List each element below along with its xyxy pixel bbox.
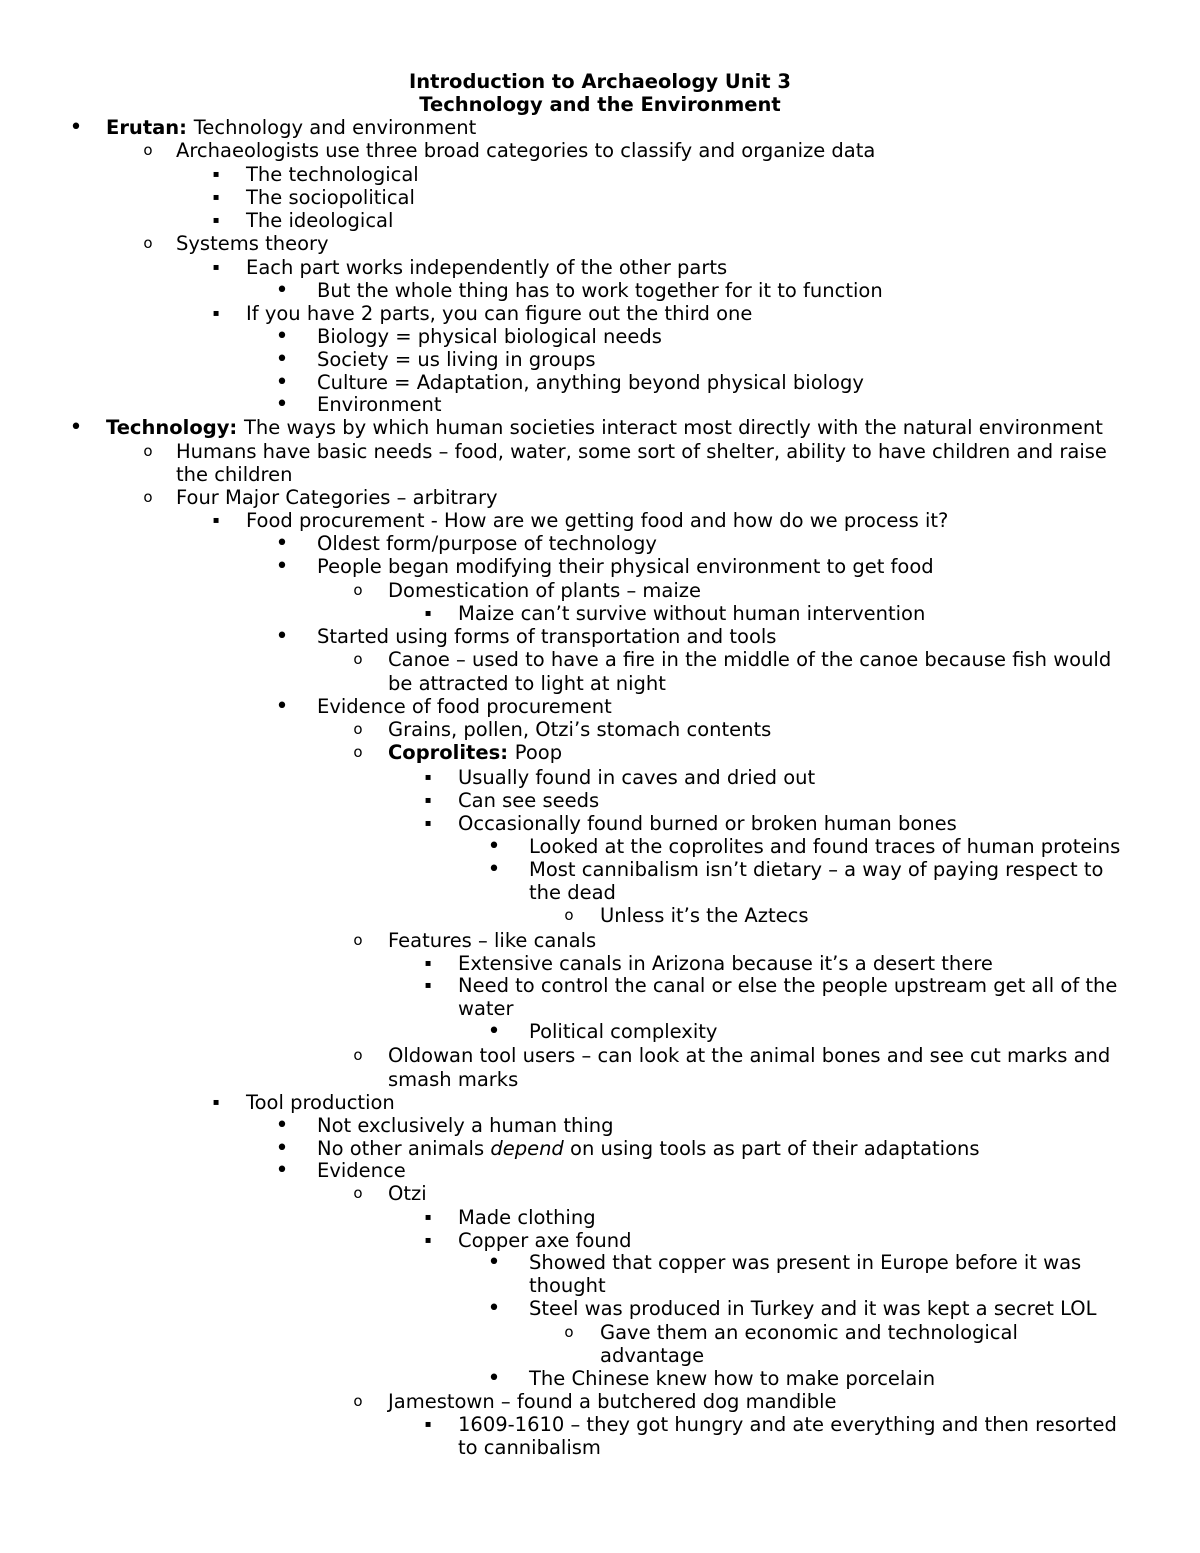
outline-item-text bbox=[317, 325, 662, 348]
item-text: No other animals bbox=[317, 1137, 491, 1160]
square-bullet-icon: ▪ bbox=[424, 818, 432, 829]
item-text: to cannibalism bbox=[458, 1436, 601, 1459]
outline-item-text bbox=[388, 1390, 837, 1413]
item-text: But the whole thing has to work together for it to function bbox=[317, 279, 883, 302]
item-text: If you have 2 parts, you can figure out the third one bbox=[246, 302, 753, 325]
square-bullet-icon: ▪ bbox=[212, 515, 220, 526]
item-text: on using tools as part of their adaptations bbox=[563, 1137, 980, 1160]
circle-bullet-icon: o bbox=[353, 581, 363, 599]
bullet-icon: • bbox=[487, 1296, 501, 1321]
item-text: Evidence of food procurement bbox=[317, 695, 612, 718]
square-bullet-icon: ▪ bbox=[424, 980, 432, 991]
outline-item-text bbox=[176, 440, 1107, 463]
square-bullet-icon: ▪ bbox=[212, 308, 220, 319]
bullet-icon: • bbox=[69, 415, 83, 440]
circle-bullet-icon: o bbox=[353, 1392, 363, 1410]
outline-item-text bbox=[246, 256, 727, 279]
item-text: Can see seeds bbox=[458, 789, 600, 812]
item-text: Culture = Adaptation, anything beyond physical biology bbox=[317, 371, 864, 394]
outline-item-text bbox=[388, 648, 1111, 671]
outline-item-text bbox=[458, 974, 1117, 997]
bullet-icon: • bbox=[487, 834, 501, 859]
item-text: Gave them an economic and technological bbox=[600, 1321, 1018, 1344]
outline-item-text bbox=[458, 812, 957, 835]
outline-item-text bbox=[317, 279, 883, 302]
item-text: Extensive canals in Arizona because it’s a desert there bbox=[458, 952, 993, 975]
item-text: Not exclusively a human thing bbox=[317, 1114, 614, 1137]
item-text: Four Major Categories – arbitrary bbox=[176, 486, 498, 509]
outline-item-text bbox=[176, 139, 875, 162]
circle-bullet-icon: o bbox=[143, 234, 153, 252]
outline-item-text bbox=[388, 1044, 1110, 1067]
document-subtitle: Technology and the Environment bbox=[419, 93, 781, 116]
square-bullet-icon: ▪ bbox=[212, 1097, 220, 1108]
bullet-icon: • bbox=[487, 1250, 501, 1275]
bullet-icon: • bbox=[275, 392, 289, 417]
item-text: Started using forms of transportation and tools bbox=[317, 625, 777, 648]
outline-item-text bbox=[458, 1436, 601, 1459]
bullet-icon: • bbox=[275, 554, 289, 579]
bullet-icon: • bbox=[487, 857, 501, 882]
bullet-icon: • bbox=[275, 531, 289, 556]
outline-item-text bbox=[529, 858, 1103, 881]
bullet-icon: • bbox=[487, 1366, 501, 1391]
item-text: Steel was produced in Turkey and it was kept a secret LOL bbox=[529, 1297, 1097, 1320]
bullet-icon: • bbox=[275, 1158, 289, 1183]
item-text: Humans have basic needs – food, water, some sort of shelter, ability to have children and raise bbox=[176, 440, 1107, 463]
square-bullet-icon: ▪ bbox=[424, 608, 432, 619]
bullet-icon: • bbox=[275, 1113, 289, 1138]
circle-bullet-icon: o bbox=[143, 488, 153, 506]
square-bullet-icon: ▪ bbox=[424, 1235, 432, 1246]
outline-item-text bbox=[458, 766, 815, 789]
item-text: Showed that copper was present in Europe before it was bbox=[529, 1251, 1082, 1274]
outline-item-text bbox=[246, 509, 948, 532]
bullet-icon: • bbox=[275, 278, 289, 303]
item-text: thought bbox=[529, 1274, 606, 1297]
item-text: Environment bbox=[317, 393, 442, 416]
item-text: 1609-1610 – they got hungry and ate everything and then resorted bbox=[458, 1413, 1117, 1436]
outline-item-text bbox=[529, 881, 616, 904]
item-text: the dead bbox=[529, 881, 616, 904]
square-bullet-icon: ▪ bbox=[212, 262, 220, 273]
item-text: Need to control the canal or else the people upstream get all of the bbox=[458, 974, 1118, 997]
outline-item-text bbox=[600, 1344, 704, 1367]
bullet-icon: • bbox=[275, 1136, 289, 1161]
item-text: The technological bbox=[246, 163, 419, 186]
item-text: smash marks bbox=[388, 1068, 519, 1091]
outline-item-text bbox=[529, 1367, 935, 1390]
circle-bullet-icon: o bbox=[143, 442, 153, 460]
outline-item-text bbox=[529, 1274, 606, 1297]
outline-item-text bbox=[317, 1114, 614, 1137]
item-text: The ideological bbox=[246, 209, 394, 232]
item-text: Canoe – used to have a fire in the middle of the canoe because fish would bbox=[388, 648, 1112, 671]
outline-item-text bbox=[176, 486, 498, 509]
outline-item-text bbox=[388, 1068, 518, 1091]
emphasis-text: depend bbox=[490, 1137, 564, 1160]
item-text: Systems theory bbox=[176, 232, 329, 255]
outline-item-text bbox=[106, 116, 476, 139]
outline-item-text bbox=[529, 835, 1120, 858]
outline-item-text bbox=[317, 532, 657, 555]
bullet-icon: • bbox=[275, 694, 289, 719]
item-text: advantage bbox=[600, 1344, 705, 1367]
item-text: Archaeologists use three broad categories to classify and organize data bbox=[176, 139, 876, 162]
outline-item-text bbox=[176, 463, 292, 486]
square-bullet-icon: ▪ bbox=[424, 1212, 432, 1223]
outline-item-text bbox=[317, 348, 596, 371]
item-text: Each part works independently of the other parts bbox=[246, 256, 728, 279]
term-label: Technology: bbox=[106, 416, 244, 439]
item-text: Otzi bbox=[388, 1182, 427, 1205]
outline-item-text bbox=[317, 695, 612, 718]
outline-item-text bbox=[317, 1137, 980, 1160]
outline-item-text bbox=[246, 186, 415, 209]
item-text: People began modifying their physical environment to get food bbox=[317, 555, 934, 578]
item-text: Usually found in caves and dried out bbox=[458, 766, 816, 789]
outline-item-text bbox=[388, 741, 562, 764]
item-text: Maize can’t survive without human intervention bbox=[458, 602, 926, 625]
item-text: Grains, pollen, Otzi’s stomach contents bbox=[388, 718, 772, 741]
bullet-icon: • bbox=[69, 115, 83, 140]
outline-item-text bbox=[458, 997, 514, 1020]
outline-item-text bbox=[458, 1206, 596, 1229]
item-text: Oldowan tool users – can look at the animal bones and see cut marks and bbox=[388, 1044, 1111, 1067]
outline-item-text bbox=[600, 904, 808, 927]
item-text: Oldest form/purpose of technology bbox=[317, 532, 657, 555]
item-text: Evidence bbox=[317, 1159, 406, 1182]
item-text: Jamestown – found a butchered dog mandible bbox=[388, 1390, 837, 1413]
bullet-icon: • bbox=[275, 624, 289, 649]
item-text: the children bbox=[176, 463, 293, 486]
item-text: Political complexity bbox=[529, 1020, 718, 1043]
square-bullet-icon: ▪ bbox=[424, 1419, 432, 1430]
item-text: Copper axe found bbox=[458, 1229, 632, 1252]
item-text: Most cannibalism isn’t dietary – a way of paying respect to bbox=[529, 858, 1104, 881]
circle-bullet-icon: o bbox=[353, 1046, 363, 1064]
term-label: Coprolites: bbox=[388, 741, 515, 764]
item-text: Poop bbox=[514, 741, 563, 764]
outline-item-text bbox=[529, 1251, 1081, 1274]
circle-bullet-icon: o bbox=[353, 931, 363, 949]
outline-item-text bbox=[317, 371, 864, 394]
item-text: The Chinese knew how to make porcelain bbox=[529, 1367, 936, 1390]
outline-item-text bbox=[246, 209, 393, 232]
bullet-icon: • bbox=[275, 370, 289, 395]
outline-item-text bbox=[176, 232, 329, 255]
outline-item-text bbox=[317, 625, 776, 648]
outline-item-text bbox=[317, 555, 934, 578]
square-bullet-icon: ▪ bbox=[212, 192, 220, 203]
item-text: The sociopolitical bbox=[246, 186, 415, 209]
outline-item-text bbox=[246, 1091, 395, 1114]
circle-bullet-icon: o bbox=[353, 743, 363, 761]
item-text: Unless it’s the Aztecs bbox=[600, 904, 809, 927]
item-text: Society = us living in groups bbox=[317, 348, 596, 371]
outline-item-text bbox=[529, 1297, 1097, 1320]
outline-item-text bbox=[388, 718, 771, 741]
item-text: water bbox=[458, 997, 514, 1020]
outline-item-text bbox=[246, 163, 419, 186]
bullet-icon: • bbox=[275, 347, 289, 372]
item-text: Looked at the coprolites and found traces of human proteins bbox=[529, 835, 1121, 858]
item-text: The ways by which human societies interact most directly with the natural environment bbox=[244, 416, 1103, 439]
bullet-icon: • bbox=[275, 324, 289, 349]
bullet-icon: • bbox=[487, 1019, 501, 1044]
document-title: Introduction to Archaeology Unit 3 bbox=[408, 70, 791, 93]
item-text: Occasionally found burned or broken human bones bbox=[458, 812, 957, 835]
square-bullet-icon: ▪ bbox=[424, 772, 432, 783]
circle-bullet-icon: o bbox=[564, 906, 574, 924]
circle-bullet-icon: o bbox=[353, 1184, 363, 1202]
square-bullet-icon: ▪ bbox=[212, 215, 220, 226]
circle-bullet-icon: o bbox=[143, 141, 153, 159]
outline-item-text bbox=[458, 1229, 632, 1252]
item-text: Tool production bbox=[246, 1091, 395, 1114]
outline-item-text bbox=[458, 1413, 1117, 1436]
item-text: Food procurement - How are we getting food and how do we process it? bbox=[246, 509, 949, 532]
outline-item-text bbox=[388, 929, 596, 952]
outline-item-text bbox=[388, 672, 666, 695]
item-text: Biology = physical biological needs bbox=[317, 325, 662, 348]
item-text: be attracted to light at night bbox=[388, 672, 666, 695]
outline-item-text bbox=[388, 579, 701, 602]
square-bullet-icon: ▪ bbox=[212, 169, 220, 180]
square-bullet-icon: ▪ bbox=[424, 958, 432, 969]
outline-item-text bbox=[458, 789, 599, 812]
item-text: Domestication of plants – maize bbox=[388, 579, 702, 602]
term-label: Erutan: bbox=[106, 116, 194, 139]
circle-bullet-icon: o bbox=[353, 650, 363, 668]
circle-bullet-icon: o bbox=[353, 720, 363, 738]
item-text: Technology and environment bbox=[193, 116, 477, 139]
item-text: Features – like canals bbox=[388, 929, 597, 952]
item-text: Made clothing bbox=[458, 1206, 596, 1229]
outline-item-text bbox=[458, 952, 993, 975]
circle-bullet-icon: o bbox=[564, 1323, 574, 1341]
outline-item-text bbox=[388, 1182, 427, 1205]
outline-item-text bbox=[246, 302, 752, 325]
outline-item-text bbox=[317, 393, 442, 416]
outline-item-text bbox=[600, 1321, 1018, 1344]
outline-item-text bbox=[317, 1159, 406, 1182]
square-bullet-icon: ▪ bbox=[424, 795, 432, 806]
outline-item-text bbox=[529, 1020, 717, 1043]
outline-item-text bbox=[106, 416, 1103, 439]
outline-item-text bbox=[458, 602, 925, 625]
